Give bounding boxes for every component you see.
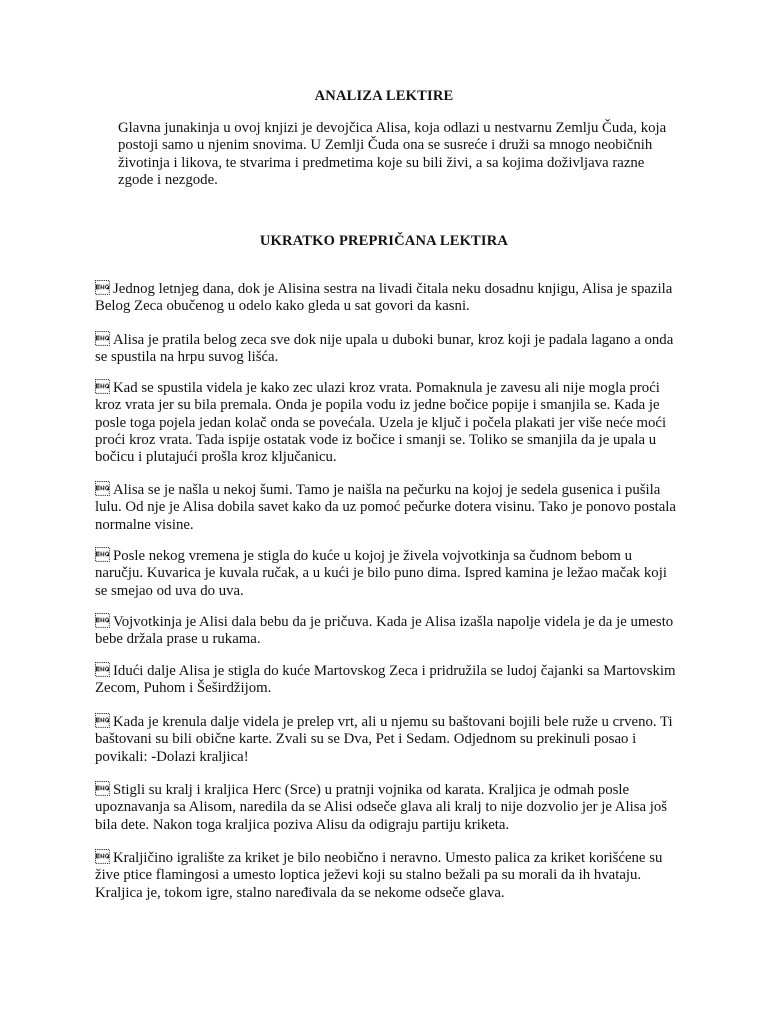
list-item-text: Kad se spustila videla je kako zec ulazi kroz vrata. Pomaknula je zavesu ali nije mogla proći kroz vrata jer su bila premala. Onda je popila vodu iz jedne bočice popije i smanjila se. Kada je posle toga pojela jedan kolač onda se povećala. Uzela je ključ i počela plakati jer više neće moći proći kroz vrata. Tada ispije ostatak vode iz bočice i smanji se. Toliko se smanjila da je upala u bočicu i plutajući prošla kroz ključanicu. — [95, 380, 667, 466]
list-item-text: Stigli su kralj i kraljica Herc (Srce) u pratnji vojnika od karata. Kraljica je odmah posle upoznavanja sa Alisom, naredila da se Alisi odseče glava ali kralj to nije dozvolio jer je Alisa još bila dete. Nakon toga kraljica poziva Alisu da odigraju partiju kriketa. — [95, 782, 667, 833]
list-item-text: Jednog letnjeg dana, dok je Alisina sestra na livadi čitala neku dosadnu knjigu, Alisa je spazila Belog Zeca obučenog u odelo kako gleda u sat govori da kasni. — [95, 281, 673, 315]
list-item-text: Vojvotkinja je Alisi dala bebu da je pričuva. Kada je Alisa izašla napolje videla je da je umesto bebe držala prase u rukama. — [95, 614, 674, 648]
list-item — [95, 850, 680, 902]
list-item — [95, 482, 680, 534]
bullet-marker:  — [95, 548, 110, 564]
bullet-marker:  — [95, 782, 110, 798]
list-item-text: Posle nekog vremena je stigla do kuće u kojoj je živela vojvotkinja sa čudnom bebom u naručju. Kuvarica je kuvala ručak, a u kući je bilo puno dima. Ispred kamina je ležao mačak koji se smejao od uva do uva. — [95, 548, 667, 599]
bullet-marker:  — [95, 850, 110, 866]
list-item — [95, 714, 680, 766]
bullet-marker:  — [95, 332, 110, 348]
bullet-marker:  — [95, 614, 110, 630]
bullet-marker:  — [95, 281, 110, 297]
bullet-marker:  — [95, 663, 110, 679]
list-item — [95, 380, 680, 466]
list-item-text: Kraljičino igralište za kriket je bilo neobično i neravno. Umesto palica za kriket korišćene su žive ptice flamingosi a umesto loptica ježevi koji su stalno bežali pa su morali da ih hvataju. Kraljica je, tokom igre, stalno naređivala da se nekome odseče glava. — [95, 850, 663, 901]
list-item — [95, 782, 680, 834]
list-item-text: Idući dalje Alisa je stigla do kuće Martovskog Zeca i pridružila se ludoj čajanki sa Martovskim Zecom, Puhom i Šeširdžijom. — [95, 663, 676, 697]
list-item-text: Alisa je pratila belog zeca sve dok nije upala u duboki bunar, kroz koji je padala lagano a onda se spustila na hrpu suvog lišća. — [95, 332, 674, 366]
list-item — [95, 332, 680, 367]
page-title: ANALIZA LEKTIRE — [314, 88, 454, 104]
bullet-marker:  — [95, 714, 110, 730]
list-item — [95, 548, 680, 600]
intro-paragraph: Glavna junakinja u ovoj knjizi je devojčica Alisa, koja odlazi u nestvarnu Zemlju Čuda, koja postoji samo u njenim snovima. U Zemlji Čuda ona se susreće i druži sa mnogo neobičnih životinja i likova, te stvarima i predmetima koje su bili živi, a sa kojima doživljava razne zgode i nezgode. — [118, 120, 667, 188]
bullet-marker:  — [95, 380, 110, 396]
section-title: UKRATKO PREPRIČANA LEKTIRA — [259, 233, 509, 249]
list-item — [95, 614, 680, 649]
list-item — [95, 663, 680, 698]
list-item — [95, 281, 680, 316]
list-item-text: Alisa se je našla u nekoj šumi. Tamo je naišla na pečurku na kojoj je sedela gusenica i pušila lulu. Od nje je Alisa dobila savet kako da uz pomoć pečurke dotera visinu. Tako je ponovo postala normalne visine. — [95, 482, 676, 533]
list-item-text: Kada je krenula dalje videla je prelep vrt, ali u njemu su baštovani bojili bele ruže u crveno. Ti baštovani su bili obične karte. Zvali su se Dva, Pet i Sedam. Odjednom su prekinuli posao i povikali: -Dolazi kraljica! — [95, 714, 673, 765]
bullet-marker:  — [95, 482, 110, 498]
